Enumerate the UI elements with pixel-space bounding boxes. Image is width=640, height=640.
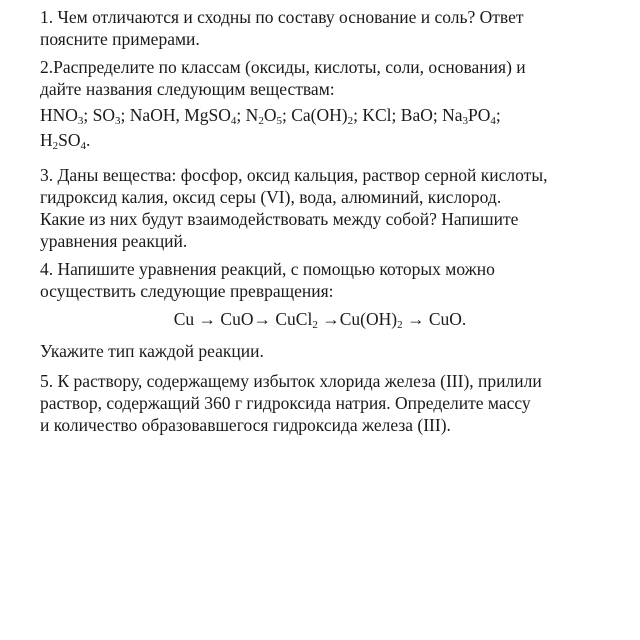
chemical-formula: $Na_3PO_4$; <box>442 105 501 127</box>
chemical-formula: KCl; <box>362 105 401 125</box>
q4-line-2: осуществить следующие превращения: <box>40 281 334 301</box>
q4-note-text: Укажите тип каждой реакции. <box>40 341 264 361</box>
chemical-formula: BaO; <box>400 105 443 125</box>
q1-line-1: 1. Чем отличаются и сходны по составу основание и соль? Ответ <box>40 7 524 27</box>
question-4 <box>40 258 620 302</box>
q3-line-1: 3. Даны вещества: фосфор, оксид кальция, раствор серной кислоты, <box>40 165 548 185</box>
q2-line-2: дайте названия следующим веществам: <box>40 79 335 99</box>
question-2 <box>40 56 620 100</box>
arrow-4: → <box>406 309 425 329</box>
chain-cuoh2: $Cu(OH)_2$ <box>339 309 403 331</box>
arrow-1: → <box>198 309 217 329</box>
chemical-formula: $Ca(OH)_2$; <box>291 105 363 127</box>
chemical-formula: NaOH, <box>129 105 185 125</box>
chain-cuo-end: CuO <box>428 309 462 329</box>
arrow-2: → <box>253 309 271 329</box>
q5-line-1: 5. К раствору, содержащему избыток хлорида железа (III), прилили <box>40 371 542 391</box>
q3-line-3: Какие из них будут взаимодействовать между собой? Напишите <box>40 209 519 229</box>
chain-cu: Cu <box>173 309 195 329</box>
chemical-formula: $HNO_3$; <box>40 105 93 127</box>
q4-transformation-chain <box>0 308 640 330</box>
q1-line-2: поясните примерами. <box>40 29 200 49</box>
q5-line-3: и количество образовавшегося гидроксида железа (III). <box>40 415 451 435</box>
arrow-3: → <box>322 309 340 329</box>
q3-line-4: уравнения реакций. <box>40 231 188 251</box>
chemical-formula: $SO_3$; <box>92 105 130 127</box>
question-1 <box>40 6 620 50</box>
chain-cuo: CuO <box>220 309 254 329</box>
question-3 <box>40 164 620 252</box>
q2-line-1: 2.Распределите по классам (оксиды, кислоты, соли, основания) и <box>40 57 526 77</box>
q4-line-1: 4. Напишите уравнения реакций, с помощью которых можно <box>40 259 495 279</box>
chain-cucl2: CuCl$_2$ <box>275 309 318 331</box>
chemical-formula: $N_2O_5$; <box>245 105 292 127</box>
q5-line-2: раствор, содержащий 360 г гидроксида натрия. Определите массу <box>40 393 531 413</box>
chemical-formula: MgSO$_4$; <box>184 105 246 127</box>
q2-formula-list-line-1 <box>40 103 620 127</box>
chain-end: . <box>461 309 467 329</box>
chemical-formula: $H_2SO_4$. <box>40 130 91 152</box>
question-5 <box>40 370 620 436</box>
q4-note <box>40 340 620 362</box>
q3-line-2: гидроксид калия, оксид серы (VI), вода, алюминий, кислород. <box>40 187 502 207</box>
q2-formula-list-line-2 <box>40 128 620 152</box>
